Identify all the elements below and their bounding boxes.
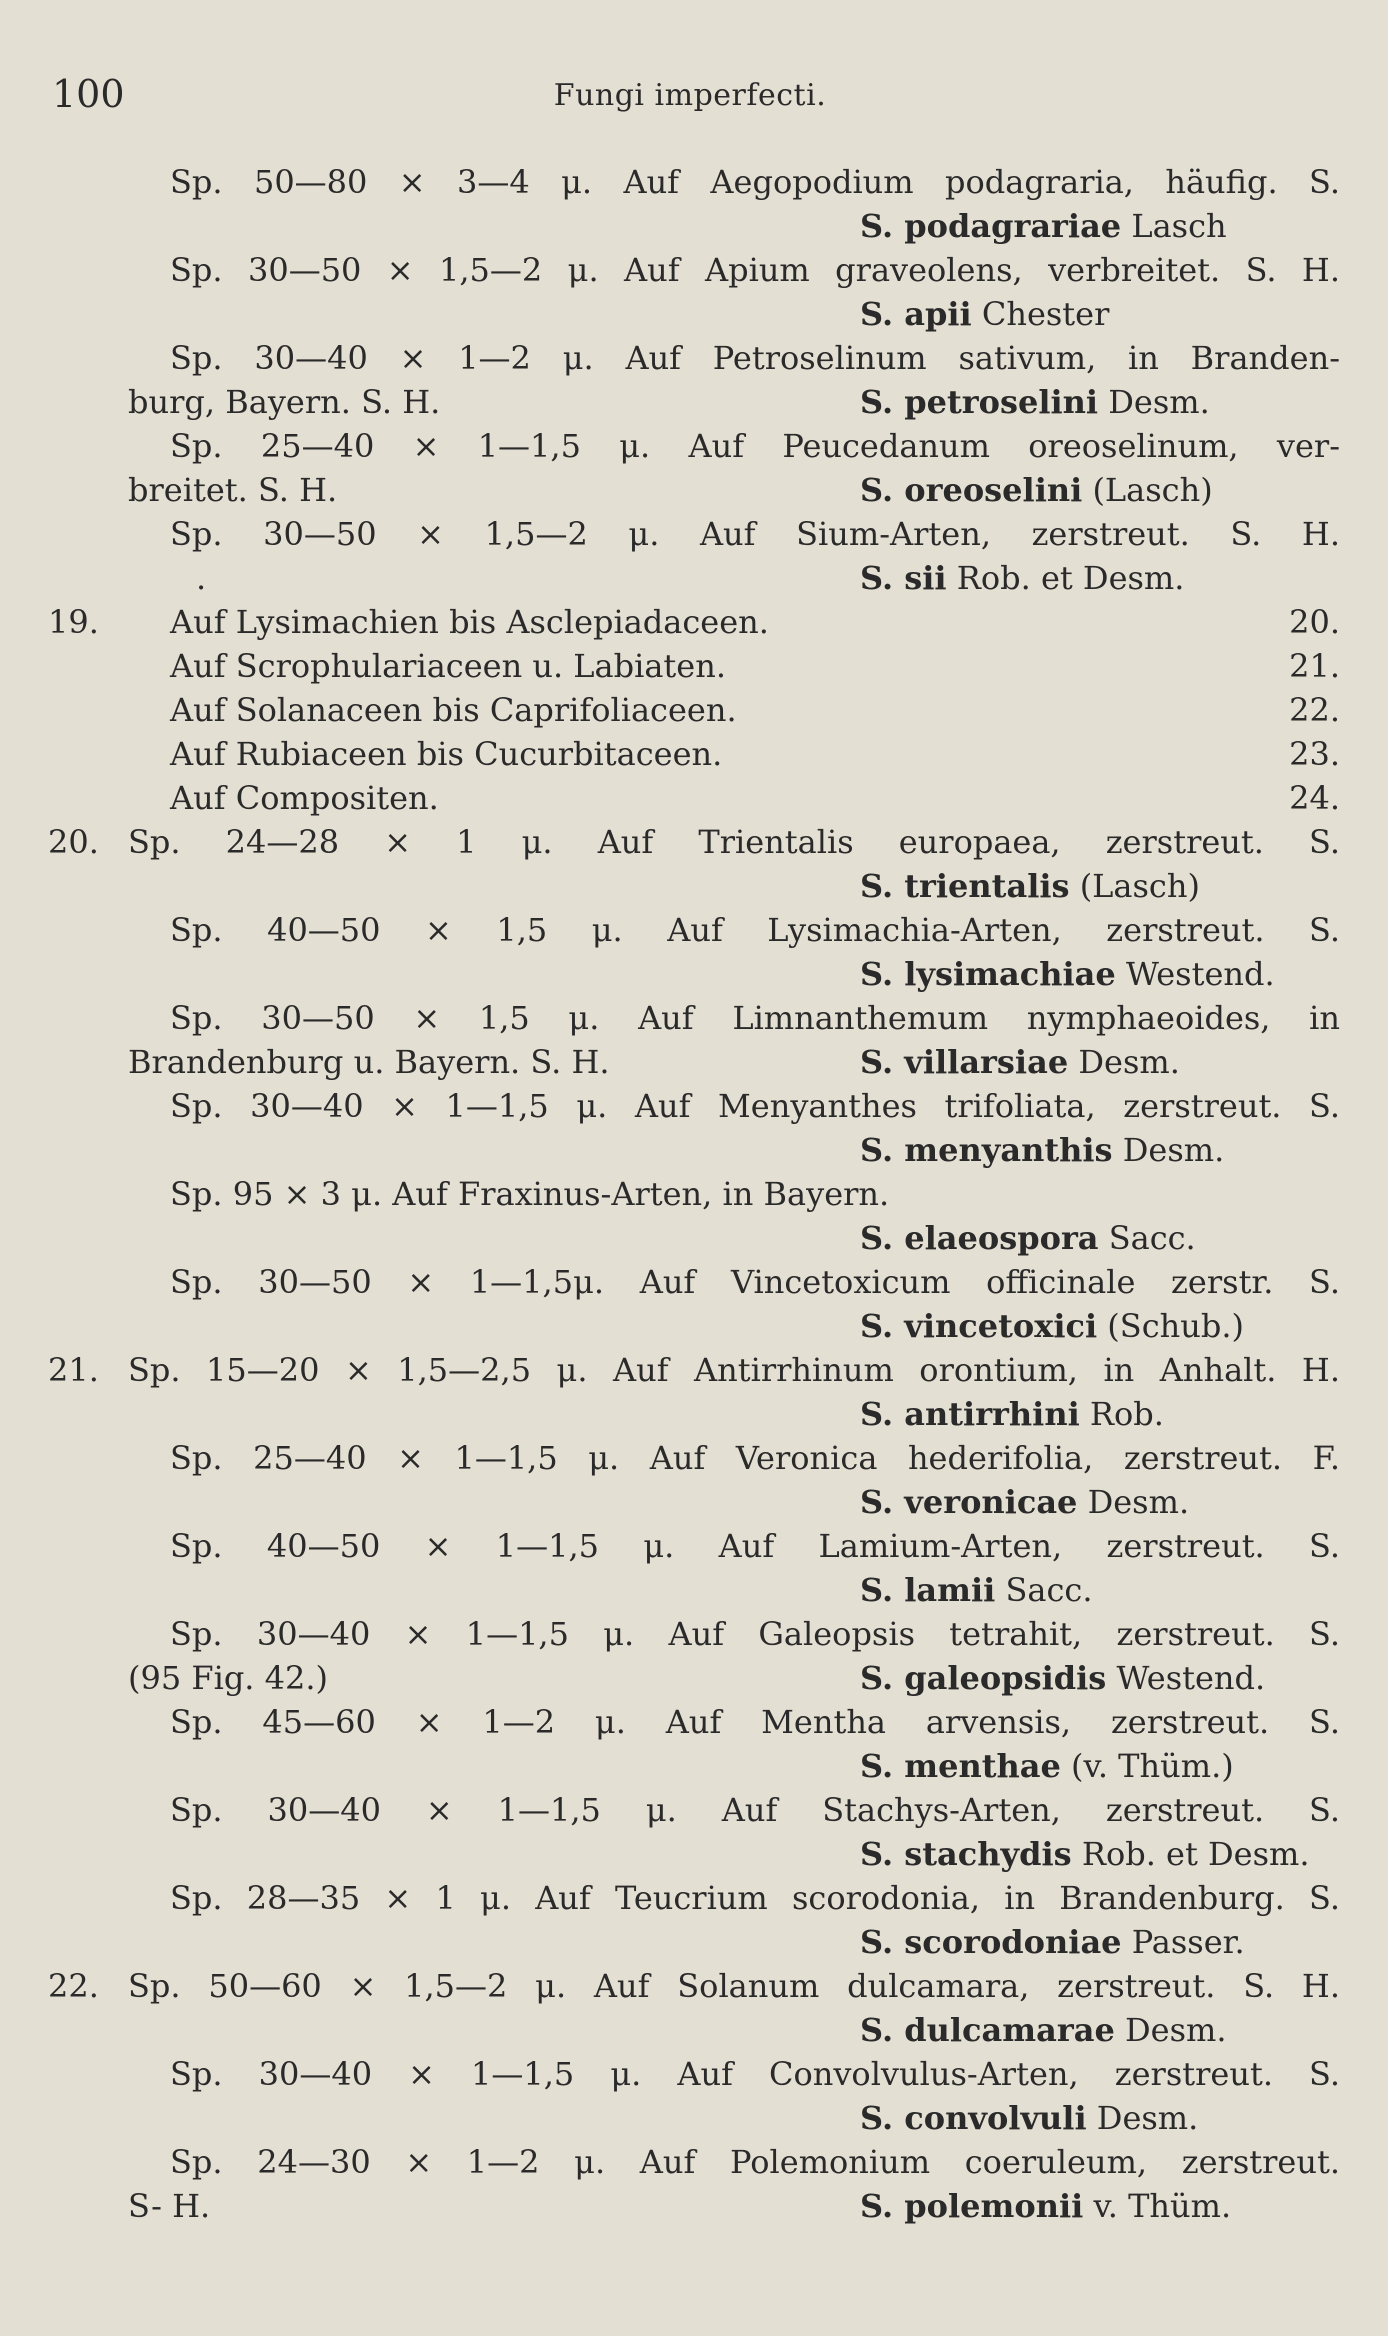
text-line	[0, 380, 1388, 424]
key-target: 24.	[1289, 779, 1340, 817]
text-line	[0, 2008, 1388, 2052]
species-name	[860, 1304, 1244, 1348]
text-line	[0, 1216, 1388, 1260]
text-line	[0, 1744, 1388, 1788]
species-name	[860, 2096, 1198, 2140]
species-name-bold: S. stachydis	[860, 1835, 1072, 1873]
line-text: Sp. 95 × 3 μ. Auf Fraxinus-Arten, in Bayern.	[170, 1175, 890, 1213]
text-line	[0, 1700, 1388, 1744]
text-line	[0, 1260, 1388, 1304]
species-name-bold: S. oreoselini	[860, 471, 1083, 509]
text-line	[0, 2052, 1388, 2096]
text-line	[0, 732, 1388, 776]
species-name-bold: S. vincetoxici	[860, 1307, 1098, 1345]
section-number: 21.	[48, 1351, 99, 1389]
species-name	[860, 380, 1210, 424]
species-name	[860, 1744, 1234, 1788]
text-line	[0, 336, 1388, 380]
species-name	[860, 1216, 1196, 1260]
species-name-bold: S. dulcamarae	[860, 2011, 1115, 2049]
species-name	[860, 2184, 1231, 2228]
text-line	[0, 996, 1388, 1040]
species-author: (Lasch)	[1079, 867, 1200, 905]
species-author: Sacc.	[1005, 1571, 1093, 1609]
species-name	[860, 204, 1227, 248]
line-text: Sp. 40—50 × 1,5 μ. Auf Lysimachia-Arten, zerstreut. S.	[170, 911, 1340, 949]
species-author: Desm.	[1108, 383, 1210, 421]
line-text: Sp. 30—40 × 1—1,5 μ. Auf Convolvulus-Arten, zerstreut. S.	[170, 2055, 1340, 2093]
key-text: Auf Solanaceen bis Caprifoliaceen.	[170, 691, 737, 729]
line-text: Sp. 50—60 × 1,5—2 μ. Auf Solanum dulcamara, zerstreut. S. H.	[128, 1967, 1340, 2005]
text-line	[0, 1920, 1388, 1964]
line-text: breitet. S. H.	[128, 471, 338, 509]
species-author: Passer.	[1131, 1923, 1245, 1961]
text-line	[0, 1084, 1388, 1128]
line-text: (95 Fig. 42.)	[128, 1659, 329, 1697]
species-author: v. Thüm.	[1093, 2187, 1232, 2225]
text-line	[0, 204, 1388, 248]
key-text: Auf Compositen.	[170, 779, 439, 817]
species-author: Rob.	[1089, 1395, 1164, 1433]
text-line	[0, 1128, 1388, 1172]
species-name-bold: S. galeopsidis	[860, 1659, 1107, 1697]
line-text: Sp. 30—40 × 1—1,5 μ. Auf Galeopsis tetrahit, zerstreut. S.	[170, 1615, 1340, 1653]
section-number: 20.	[48, 823, 99, 861]
text-line	[0, 1788, 1388, 1832]
text-line	[0, 468, 1388, 512]
text-line	[0, 908, 1388, 952]
text-line	[0, 1524, 1388, 1568]
key-target: 21.	[1289, 647, 1340, 685]
species-name	[860, 556, 1184, 600]
line-text: Sp. 24—30 × 1—2 μ. Auf Polemonium coeruleum, zerstreut.	[170, 2143, 1340, 2181]
species-author: Westend.	[1116, 1659, 1266, 1697]
species-name	[860, 1568, 1093, 1612]
text-line	[0, 1392, 1388, 1436]
species-name-bold: S. lamii	[860, 1571, 996, 1609]
text-line	[0, 160, 1388, 204]
species-author: Lasch	[1131, 207, 1227, 245]
running-title: Fungi imperfecti.	[553, 78, 827, 113]
line-text: Sp. 30—50 × 1,5—2 μ. Auf Sium-Arten, zerstreut. S. H.	[170, 515, 1340, 553]
species-name-bold: S. podagrariae	[860, 207, 1122, 245]
line-text: Sp. 40—50 × 1—1,5 μ. Auf Lamium-Arten, zerstreut. S.	[170, 1527, 1340, 1565]
species-author: Desm.	[1087, 1483, 1190, 1521]
text-line	[0, 2184, 1388, 2228]
species-name	[860, 1040, 1180, 1084]
species-name	[860, 2008, 1227, 2052]
line-text: Sp. 25—40 × 1—1,5 μ. Auf Peucedanum oreoselinum, ver-	[170, 427, 1340, 465]
line-text: Sp. 45—60 × 1—2 μ. Auf Mentha arvensis, zerstreut. S.	[170, 1703, 1340, 1741]
species-author: Desm.	[1096, 2099, 1199, 2137]
species-name-bold: S. villarsiae	[860, 1043, 1069, 1081]
species-name-bold: S. apii	[860, 295, 972, 333]
line-text: Sp. 30—50 × 1—1,5μ. Auf Vincetoxicum officinale zerstr. S.	[170, 1263, 1340, 1301]
text-line	[0, 1304, 1388, 1348]
species-name-bold: S. sii	[860, 559, 947, 597]
text-line	[0, 952, 1388, 996]
text-line	[0, 2096, 1388, 2140]
text-line	[0, 644, 1388, 688]
text-line	[0, 1612, 1388, 1656]
section-number: 22.	[48, 1967, 99, 2005]
text-line	[0, 424, 1388, 468]
species-name	[860, 468, 1213, 512]
species-author: Desm.	[1078, 1043, 1180, 1081]
key-text: Auf Scrophulariaceen u. Labiaten.	[170, 647, 726, 685]
line-text: Sp. 15—20 × 1,5—2,5 μ. Auf Antirrhinum orontium, in Anhalt. H.	[128, 1351, 1340, 1389]
text-line	[0, 1040, 1388, 1084]
species-name	[860, 864, 1200, 908]
line-text: Sp. 30—40 × 1—2 μ. Auf Petroselinum sativum, in Branden-	[170, 339, 1340, 377]
species-name-bold: S. trientalis	[860, 867, 1070, 905]
text-line	[0, 556, 1388, 600]
species-name	[860, 1920, 1245, 1964]
species-author: Rob. et Desm.	[1081, 1835, 1310, 1873]
text-line	[0, 512, 1388, 556]
key-text: Auf Lysimachien bis Asclepiadaceen.	[170, 603, 769, 641]
species-name	[860, 1128, 1224, 1172]
text-line	[0, 1348, 1388, 1392]
text-line	[0, 1656, 1388, 1700]
species-author: Westend.	[1125, 955, 1275, 993]
species-author: (Lasch)	[1092, 471, 1213, 509]
species-name	[860, 292, 1109, 336]
text-line	[0, 1876, 1388, 1920]
line-text: burg, Bayern. S. H.	[128, 383, 441, 421]
species-name	[860, 1392, 1164, 1436]
line-text: Sp. 30—40 × 1—1,5 μ. Auf Stachys-Arten, zerstreut. S.	[170, 1791, 1340, 1829]
species-name-bold: S. elaeospora	[860, 1219, 1099, 1257]
species-author: Rob. et Desm.	[956, 559, 1185, 597]
line-text: Sp. 25—40 × 1—1,5 μ. Auf Veronica hederifolia, zerstreut. F.	[170, 1439, 1340, 1477]
text-line	[0, 820, 1388, 864]
species-author: (Schub.)	[1107, 1307, 1244, 1345]
section-number: 19.	[48, 603, 99, 641]
line-text: Brandenburg u. Bayern. S. H.	[128, 1043, 610, 1081]
species-name-bold: S. scorodoniae	[860, 1923, 1122, 1961]
species-author: Sacc.	[1108, 1219, 1196, 1257]
page-number: 100	[52, 72, 125, 116]
text-line	[0, 248, 1388, 292]
text-line	[0, 1172, 1388, 1216]
key-target: 23.	[1289, 735, 1340, 773]
key-target: 20.	[1289, 603, 1340, 641]
line-text: Sp. 50—80 × 3—4 μ. Auf Aegopodium podagraria, häufig. S.	[170, 163, 1340, 201]
species-name-bold: S. menthae	[860, 1747, 1061, 1785]
text-line	[0, 2140, 1388, 2184]
species-name-bold: S. veronicae	[860, 1483, 1078, 1521]
line-text: Sp. 24—28 × 1 μ. Auf Trientalis europaea, zerstreut. S.	[128, 823, 1340, 861]
species-name	[860, 1832, 1310, 1876]
line-text: Sp. 28—35 × 1 μ. Auf Teucrium scorodonia, in Brandenburg. S.	[170, 1879, 1340, 1917]
text-line	[0, 1568, 1388, 1612]
species-author: Chester	[981, 295, 1110, 333]
text-line	[0, 292, 1388, 336]
species-name	[860, 1656, 1265, 1700]
text-line	[0, 1964, 1388, 2008]
key-target: 22.	[1289, 691, 1340, 729]
species-name-bold: S. lysimachiae	[860, 955, 1116, 993]
text-line	[0, 600, 1388, 644]
species-name-bold: S. convolvuli	[860, 2099, 1087, 2137]
species-name-bold: S. antirrhini	[860, 1395, 1080, 1433]
text-line	[0, 1480, 1388, 1524]
line-text: S- H.	[128, 2187, 211, 2225]
species-name	[860, 1480, 1189, 1524]
line-text: Sp. 30—50 × 1,5 μ. Auf Limnanthemum nymphaeoides, in	[170, 999, 1340, 1037]
text-line	[0, 688, 1388, 732]
species-name-bold: S. petroselini	[860, 383, 1099, 421]
key-text: Auf Rubiaceen bis Cucurbitaceen.	[170, 735, 723, 773]
species-name	[860, 952, 1275, 996]
page-body	[0, 160, 1388, 2228]
species-author: (v. Thüm.)	[1071, 1747, 1234, 1785]
species-author: Desm.	[1124, 2011, 1227, 2049]
text-line	[0, 864, 1388, 908]
text-line	[0, 1436, 1388, 1480]
species-author: Desm.	[1122, 1131, 1225, 1169]
page-header	[52, 72, 1328, 122]
text-line	[0, 1832, 1388, 1876]
species-name-bold: S. polemonii	[860, 2187, 1084, 2225]
line-mark: .	[196, 559, 207, 597]
text-line	[0, 776, 1388, 820]
species-name-bold: S. menyanthis	[860, 1131, 1113, 1169]
line-text: Sp. 30—50 × 1,5—2 μ. Auf Apium graveolens, verbreitet. S. H.	[170, 251, 1340, 289]
line-text: Sp. 30—40 × 1—1,5 μ. Auf Menyanthes trifoliata, zerstreut. S.	[170, 1087, 1340, 1125]
